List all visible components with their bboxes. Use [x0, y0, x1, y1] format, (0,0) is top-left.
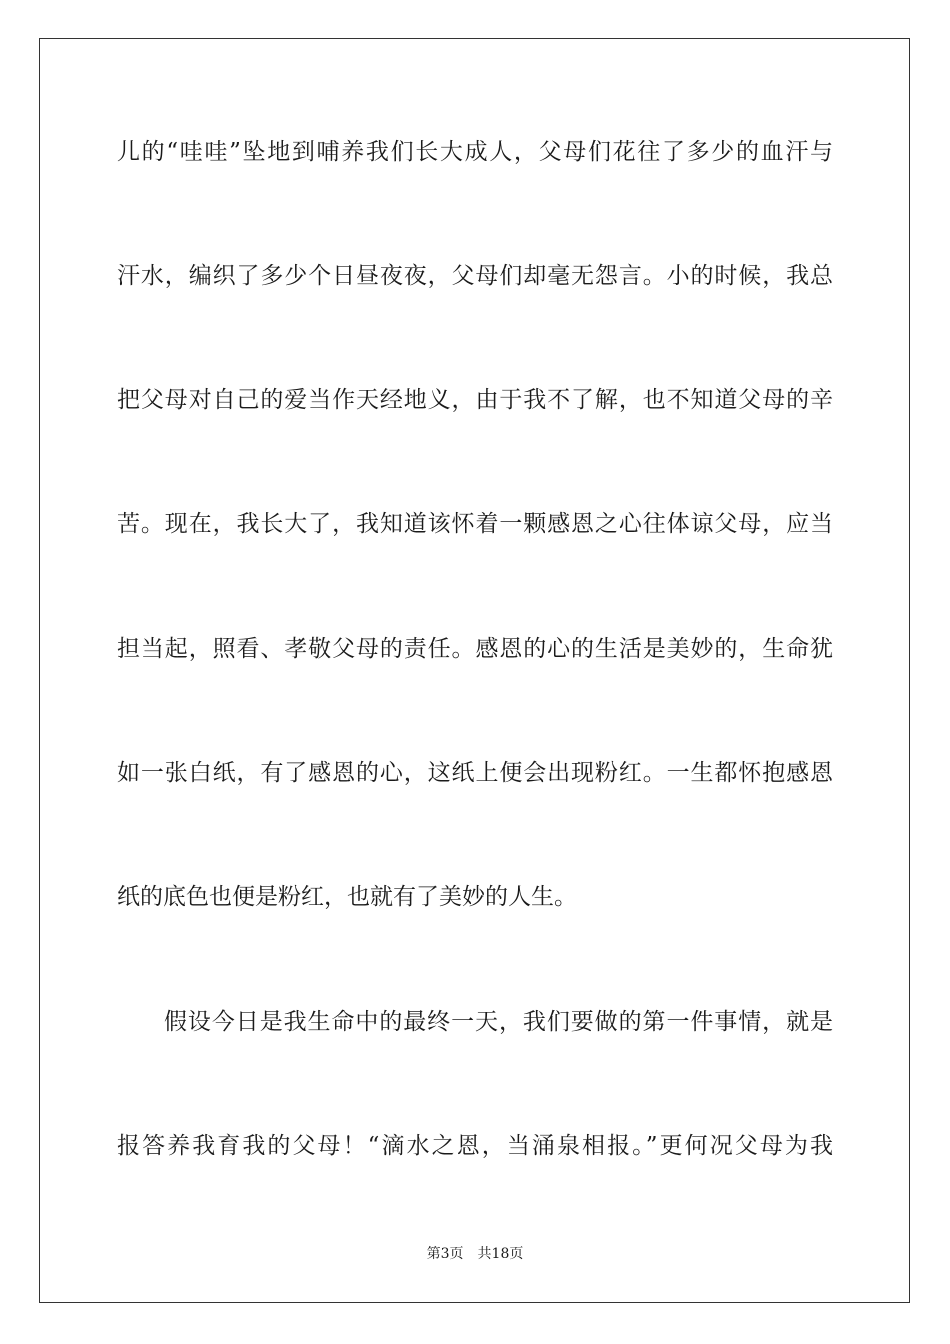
body-text-line-5: 担当起，照看、孝敬父母的责任。感恩的心的生活是美妙的，生命犹 [117, 636, 833, 662]
body-text-line-6: 如一张白纸，有了感恩的心，这纸上便会出现粉红。一生都怀抱感恩 [117, 760, 833, 786]
page-total: 共18页 [477, 1246, 524, 1262]
body-text-line-4: 苦。现在，我长大了，我知道该怀着一颗感恩之心往体谅父母，应当 [117, 511, 833, 537]
page-footer [0, 1245, 950, 1263]
body-text-line-3: 把父母对自己的爱当作天经地义，由于我不了解，也不知道父母的辛 [117, 387, 833, 413]
body-text-line-2: 汗水，编织了多少个日昼夜夜，父母们却毫无怨言。小的时候，我总 [117, 263, 833, 289]
body-text-line-7: 纸的底色也便是粉红，也就有了美妙的人生。 [117, 884, 577, 910]
page-border [39, 38, 910, 1303]
body-text-line-1: 儿的“哇哇”坠地到哺养我们长大成人，父母们花往了多少的血汗与 [117, 139, 833, 165]
body-text-line-9: 报答养我育我的父母！“滴水之恩，当涌泉相报。”更何况父母为我 [117, 1133, 833, 1159]
body-text-line-8: 假设今日是我生命中的最终一天，我们要做的第一件事情，就是 [164, 1009, 833, 1035]
page-number: 第3页 [426, 1246, 464, 1262]
